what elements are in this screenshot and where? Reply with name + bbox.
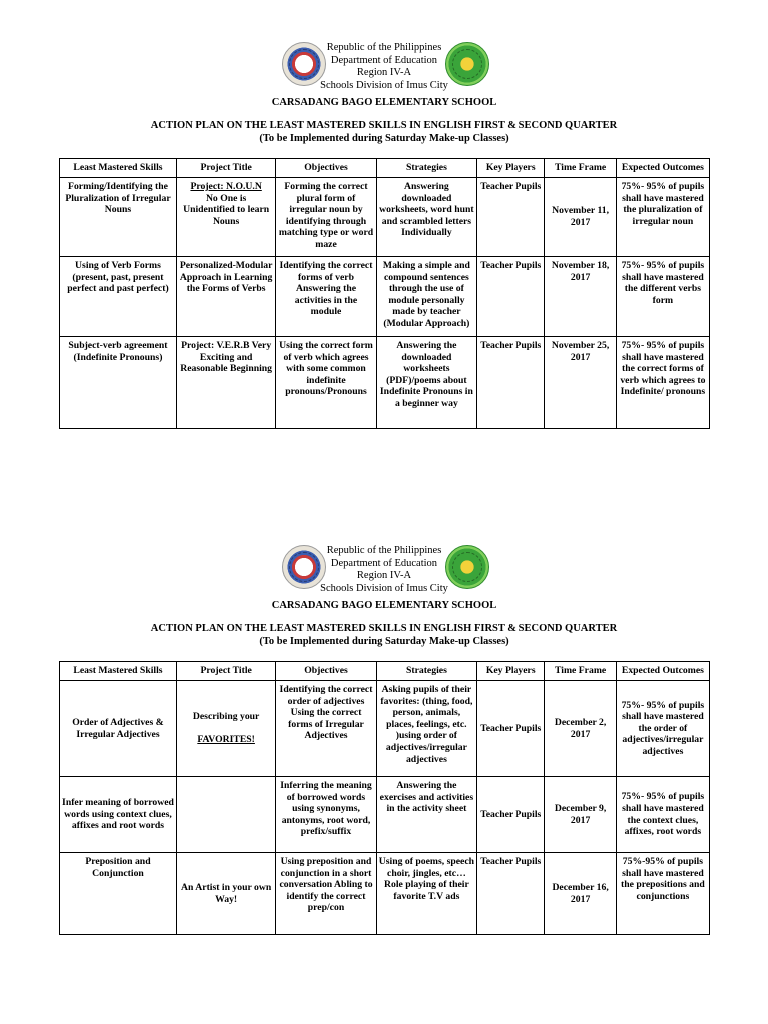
strategies-cell: Making a simple and compound sentences through the use of module personally made by teacher (Modular Approach) — [376, 257, 476, 337]
outcome-cell: 75%-95% of pupils shall have mastered the prepositions and conjunctions — [616, 853, 709, 935]
time-frame-cell: December 16, 2017 — [545, 853, 616, 935]
plan-subtitle: (To be Implemented during Saturday Make-up Classes) — [259, 132, 509, 144]
key-players-cell: Teacher Pupils — [477, 337, 545, 429]
plan-title — [0, 623, 768, 648]
key-players-cell: Teacher Pupils — [477, 853, 545, 935]
col-header-objectives: Objectives — [276, 159, 376, 178]
objectives-cell: Forming the correct plural form of irregular noun by identifying through matching type or word maze — [276, 178, 376, 257]
project-title-cell — [176, 178, 275, 257]
objectives-cell: Using preposition and conjunction in a short conversation Abling to identify the correct prep/con — [276, 853, 376, 935]
region-line: Region IV-A — [356, 67, 412, 78]
time-frame-cell: December 2, 2017 — [545, 681, 616, 777]
outcome-cell: 75%- 95% of pupils shall have mastered the order of adjectives/irregular adjectives — [616, 681, 709, 777]
plan-title-line: ACTION PLAN ON THE LEAST MASTERED SKILLS IN ENGLISH FIRST & SECOND QUARTER — [150, 120, 618, 131]
project-title-cell — [176, 681, 275, 777]
table-row — [60, 681, 710, 777]
table-row — [60, 337, 710, 429]
region-line: Region IV-A — [356, 570, 412, 581]
department-line: Department of Education — [330, 54, 438, 66]
objectives-cell: Identifying the correct order of adjectives Using the correct forms of Irregular Adjectives — [276, 681, 376, 777]
department-line: Department of Education — [330, 557, 438, 569]
project-title-cell: An Artist in your own Way! — [176, 853, 275, 935]
project-title-text: Describing your — [192, 711, 260, 723]
table-row — [60, 178, 710, 257]
strategies-cell: Using of poems, speech choir, jingles, etc… Role playing of their favorite T.V ads — [376, 853, 476, 935]
plan-title-line: ACTION PLAN ON THE LEAST MASTERED SKILLS IN ENGLISH FIRST & SECOND QUARTER — [150, 623, 618, 634]
table-row — [60, 257, 710, 337]
key-players-cell: Teacher Pupils — [477, 178, 545, 257]
key-players-cell: Teacher Pupils — [477, 777, 545, 853]
col-header-skills: Least Mastered Skills — [60, 159, 177, 178]
objectives-cell: Inferring the meaning of borrowed words using synonyms, antonyms, root word, prefix/suffix — [276, 777, 376, 853]
col-header-project: Project Title — [176, 159, 275, 178]
col-header-outcomes: Expected Outcomes — [616, 662, 709, 681]
school-name: CARSADANG BAGO ELEMENTARY SCHOOL — [271, 97, 497, 108]
outcome-cell: 75%- 95% of pupils shall have mastered the context clues, affixes, root words — [616, 777, 709, 853]
outcome-cell: 75%- 95% of pupils shall have mastered the correct forms of verb which agrees to Indefinite/ pronouns — [616, 337, 709, 429]
table-header-row — [60, 159, 710, 178]
col-header-objectives: Objectives — [276, 662, 376, 681]
col-header-project: Project Title — [176, 662, 275, 681]
plan-title — [0, 120, 768, 145]
skill-cell: Forming/Identifying the Pluralization of Irregular Nouns — [60, 178, 177, 257]
strategies-cell: Answering the downloaded worksheets (PDF)/poems about Indefinite Pronouns in a beginner way — [376, 337, 476, 429]
objectives-cell: Identifying the correct forms of verb Answering the activities in the module — [276, 257, 376, 337]
skill-cell: Subject-verb agreement (Indefinite Pronouns) — [60, 337, 177, 429]
skill-cell: Using of Verb Forms (present, past, present perfect and past perfect) — [60, 257, 177, 337]
skill-cell: Preposition and Conjunction — [60, 853, 177, 935]
skill-cell: Order of Adjectives & Irregular Adjectives — [60, 681, 177, 777]
col-header-outcomes: Expected Outcomes — [616, 159, 709, 178]
col-header-key-players: Key Players — [477, 159, 545, 178]
time-frame-cell: November 25, 2017 — [545, 337, 616, 429]
project-title-favorites: FAVORITES! — [197, 734, 255, 746]
project-title-cell — [176, 777, 275, 853]
col-header-time-frame: Time Frame — [545, 662, 616, 681]
agency-lines — [0, 42, 768, 92]
agency-lines — [0, 545, 768, 595]
action-plan-table-1 — [59, 158, 710, 429]
table-row — [60, 853, 710, 935]
col-header-skills: Least Mastered Skills — [60, 662, 177, 681]
time-frame-cell: November 11, 2017 — [545, 178, 616, 257]
school-name: CARSADANG BAGO ELEMENTARY SCHOOL — [271, 600, 497, 611]
col-header-strategies: Strategies — [376, 159, 476, 178]
strategies-cell: Answering the exercises and activities in the activity sheet — [376, 777, 476, 853]
key-players-cell: Teacher Pupils — [477, 257, 545, 337]
time-frame-cell: December 9, 2017 — [545, 777, 616, 853]
strategies-cell: Answering downloaded worksheets, word hunt and scrambled letters Individually — [376, 178, 476, 257]
table-row — [60, 777, 710, 853]
plan-subtitle: (To be Implemented during Saturday Make-up Classes) — [259, 635, 509, 647]
project-meaning: No One is Unidentified to learn Nouns — [183, 192, 270, 227]
division-seal-icon — [445, 42, 489, 86]
table-header-row — [60, 662, 710, 681]
outcome-cell: 75%- 95% of pupils shall have mastered the different verbs form — [616, 257, 709, 337]
skill-cell: Infer meaning of borrowed words using context clues, affixes and root words — [60, 777, 177, 853]
division-line: Schools Division of Imus City — [320, 79, 448, 91]
action-plan-table-2 — [59, 661, 710, 935]
letterhead — [0, 40, 768, 100]
project-title-cell: Personalized-Modular Approach in Learning the Forms of Verbs — [176, 257, 275, 337]
outcome-cell: 75%- 95% of pupils shall have mastered the pluralization of irregular noun — [616, 178, 709, 257]
division-line: Schools Division of Imus City — [320, 582, 448, 594]
division-seal-icon — [445, 545, 489, 589]
time-frame-cell: November 18, 2017 — [545, 257, 616, 337]
col-header-key-players: Key Players — [477, 662, 545, 681]
objectives-cell: Using the correct form of verb which agrees with some common indefinite pronouns/Pronouns — [276, 337, 376, 429]
project-title-cell: Project: V.E.R.B Very Exciting and Reasonable Beginning — [176, 337, 275, 429]
col-header-strategies: Strategies — [376, 662, 476, 681]
letterhead — [0, 543, 768, 603]
key-players-cell: Teacher Pupils — [477, 681, 545, 777]
republic-line: Republic of the Philippines — [326, 42, 442, 53]
strategies-cell: Asking pupils of their favorites: (thing, food, person, animals, places, feelings, etc. )using order of adjectives/irregular adjectives — [376, 681, 476, 777]
republic-line: Republic of the Philippines — [326, 545, 442, 556]
project-acronym: Project: N.O.U.N — [190, 181, 262, 192]
col-header-time-frame: Time Frame — [545, 159, 616, 178]
